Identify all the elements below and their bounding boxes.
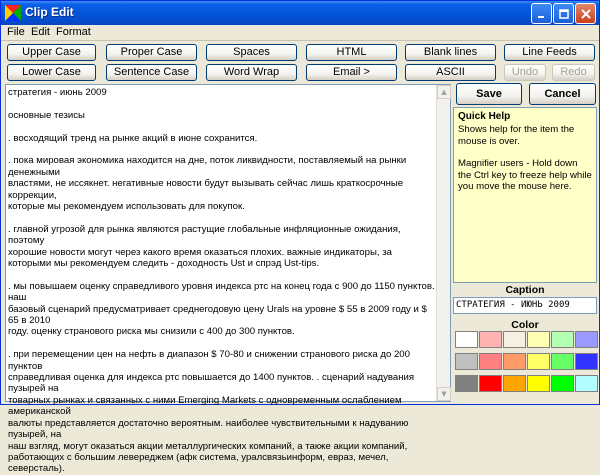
editor-line: хорошие новости могут через какого время оказаться плохих. важные индикаторы, за	[8, 246, 392, 258]
word-wrap-button[interactable]: Word Wrap	[206, 64, 297, 81]
color-swatch[interactable]	[479, 331, 502, 348]
menu-edit[interactable]: Edit	[31, 26, 50, 38]
editor-line	[8, 212, 436, 223]
editor-line: которыми мы рекомендуем следить - доходность Ust и спрэд Ust-tips.	[8, 258, 320, 270]
vertical-scrollbar[interactable]	[436, 85, 450, 401]
close-icon	[581, 9, 591, 19]
quick-help-panel	[453, 107, 597, 283]
caption-label: Caption	[505, 284, 545, 296]
minimize-button[interactable]	[531, 3, 552, 24]
color-swatch[interactable]	[455, 353, 478, 370]
color-swatch[interactable]	[503, 375, 526, 392]
color-swatch[interactable]	[479, 353, 502, 370]
color-swatch[interactable]	[527, 331, 550, 348]
editor-line: базовый сценарий предусматривает среднегодовую цену Urals на уровне $ 55 в 2009 году и $ 65 в 2010	[8, 303, 430, 327]
editor-line	[8, 98, 436, 109]
editor-line	[8, 121, 436, 132]
editor-line: . при перемещении цен на нефть в диапазон $ 70-80 и снижении странового риска до 200 пунктов	[8, 349, 413, 372]
editor-line: властями, не иссякнет. негативные новости будут вызывать сейчас лишь краткосрочные коррекции,	[8, 178, 406, 201]
editor-line: . главной угрозой для рынка являются растущие глобальные инфляционные ожидания, поэтому	[8, 223, 404, 247]
color-swatch[interactable]	[455, 375, 478, 392]
text-editor[interactable]	[5, 84, 451, 475]
upper-case-button[interactable]: Upper Case	[7, 44, 96, 61]
editor-line: работающих с большим левереджем (афк система, уралсвязьинформ, евраз, мечел, северсталь).	[8, 451, 392, 475]
color-swatch[interactable]	[527, 375, 550, 392]
color-swatch[interactable]	[575, 375, 598, 392]
app-icon	[5, 5, 21, 21]
color-swatch[interactable]	[503, 353, 526, 370]
maximize-icon	[559, 9, 569, 19]
sentence-case-button[interactable]: Sentence Case	[106, 64, 197, 81]
menu-bar	[1, 25, 599, 41]
color-swatch[interactable]	[551, 375, 574, 392]
maximize-button[interactable]	[553, 3, 574, 24]
window-title: Clip Edit	[25, 5, 74, 19]
scroll-up-icon[interactable]: ▲	[437, 85, 451, 99]
quick-help-text: Shows help for the item the mouse is over.	[458, 124, 575, 147]
editor-line: . восходящий тренд на рынке акций в июне сохранится.	[8, 132, 258, 144]
minimize-icon	[537, 9, 547, 19]
close-button[interactable]	[575, 3, 596, 24]
editor-line: году. оценку странового риска мы снизили с 400 до 300 пунктов.	[8, 326, 295, 338]
editor-line: наш взгляд, могут оказаться акции металлургических компаний, а также акции компаний,	[8, 440, 408, 452]
email-button[interactable]: Email >	[306, 64, 397, 81]
ascii-button[interactable]: ASCII	[405, 64, 496, 81]
color-swatch[interactable]	[575, 353, 598, 370]
color-label: Color	[511, 319, 539, 331]
editor-line	[8, 144, 436, 155]
editor-line	[8, 269, 436, 280]
editor-line: товарных рынках и связанных с ними Emerging Markets с одновременным ослаблением американской	[8, 394, 405, 418]
color-swatch[interactable]	[503, 331, 526, 348]
color-swatch[interactable]	[551, 353, 574, 370]
editor-line: валюты представляется достаточно вероятным. наиболее чувствительными к надуванию пузырей, на	[8, 417, 412, 441]
lower-case-button[interactable]: Lower Case	[7, 64, 96, 81]
color-swatch[interactable]	[551, 331, 574, 348]
html-button[interactable]: HTML	[306, 44, 397, 61]
menu-format[interactable]: Format	[56, 26, 91, 38]
editor-line: стратегия - июнь 2009	[8, 87, 107, 98]
editor-content[interactable]	[8, 87, 436, 475]
editor-line	[8, 338, 436, 349]
quick-help-magnifier-text: Magnifier users - Hold down the Ctrl key to freeze help while you move the mouse here.	[458, 158, 592, 193]
menu-file[interactable]: File	[7, 26, 25, 38]
editor-line: справедливая оценка для индекса ртс повышается до 1400 пунктов. . сценарий надувания пузырей на	[8, 372, 417, 395]
undo-button[interactable]: Undo	[504, 64, 546, 81]
editor-line: которые мы рекомендуем использовать для покупок.	[8, 201, 245, 213]
spaces-button[interactable]: Spaces	[206, 44, 297, 61]
line-feeds-button[interactable]: Line Feeds	[504, 44, 595, 61]
proper-case-button[interactable]: Proper Case	[106, 44, 197, 61]
color-swatch[interactable]	[575, 331, 598, 348]
scroll-down-icon[interactable]: ▼	[437, 387, 451, 401]
blank-lines-button[interactable]: Blank lines	[405, 44, 496, 61]
color-swatch[interactable]	[527, 353, 550, 370]
title-bar[interactable]	[1, 1, 599, 25]
redo-button[interactable]: Redo	[552, 64, 595, 81]
cancel-button[interactable]: Cancel	[529, 83, 596, 105]
quick-help-title: Quick Help	[458, 111, 511, 122]
color-swatch-grid	[453, 331, 599, 403]
color-swatch[interactable]	[455, 331, 478, 348]
color-swatch[interactable]	[479, 375, 502, 392]
save-button[interactable]: Save	[456, 83, 522, 105]
editor-line: . мы повышаем оценку справедливого уровня индекса ртс на конец года с 900 до 1150 пунктов. наш	[8, 280, 435, 304]
caption-input[interactable]: СТРАТЕГИЯ - ИЮНЬ 2009	[453, 297, 597, 314]
editor-line: основные тезисы	[8, 109, 85, 121]
editor-line: . пока мировая экономика находится на дне, поток ликвидности, поставляемый на рынки денежными	[8, 155, 409, 178]
